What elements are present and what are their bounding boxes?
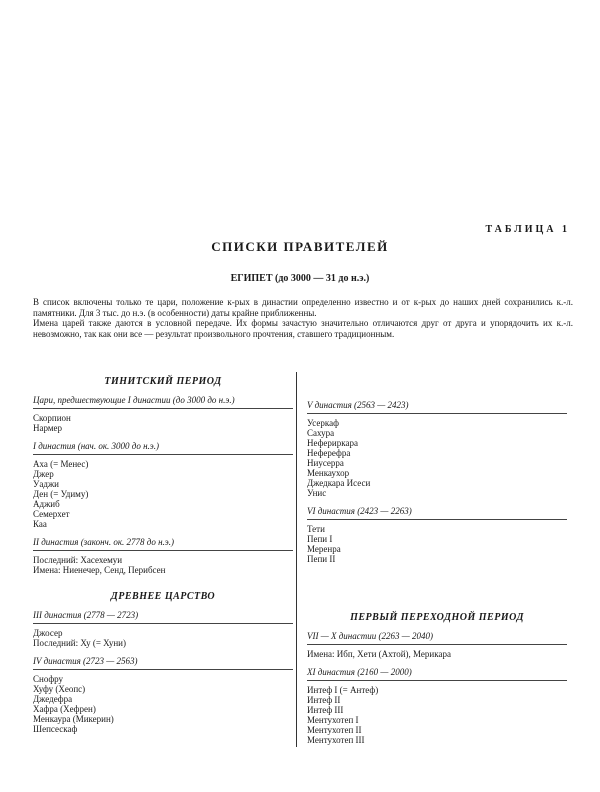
ruler-name: Джосер [33, 628, 63, 638]
dynasty-heading: VII — X династии (2263 — 2040) [307, 631, 433, 641]
ruler-list [307, 418, 567, 498]
ruler-name: Интеф II [307, 695, 341, 705]
dynasty-heading: II династия (законч. ок. 2778 до н.э.) [33, 537, 175, 547]
ruler-name: Последний: Ху (= Хуни) [33, 638, 126, 648]
ruler-name: Меренра [307, 544, 341, 554]
ruler-name: Ден (= Удиму) [33, 489, 89, 499]
ruler-name: Пепи I [307, 534, 333, 544]
ruler-name: Менкаура (Микерин) [33, 714, 114, 724]
ruler-name: Интеф III [307, 705, 344, 715]
ruler-name: Унис [307, 488, 327, 498]
ruler-name: Аха (= Менес) [33, 459, 89, 469]
divider-line [307, 519, 567, 520]
ruler-name: Хафра (Хефрен) [33, 704, 96, 714]
ruler-names: Имена: Ниенечер, Сенд, Перибсен [33, 565, 166, 575]
ruler-name: Пепи II [307, 554, 336, 564]
ruler-name: Нефериркара [307, 438, 358, 448]
column-divider [296, 372, 297, 747]
ruler-name: Шепсескаф [33, 724, 78, 734]
ruler-name: Интеф I (= Антеф) [307, 685, 379, 695]
ruler-list [33, 674, 293, 734]
divider-line [307, 644, 567, 645]
ruler-name: Сахура [307, 428, 335, 438]
period-title-thinite: ТИНИТСКИЙ ПЕРИОД [104, 376, 222, 387]
divider-line [33, 669, 293, 670]
ruler-name: Менкаухор [307, 468, 350, 478]
ruler-name: Тети [307, 524, 325, 534]
table-label: ТАБЛИЦА 1 [485, 224, 570, 235]
ruler-name: Каа [33, 519, 47, 529]
divider-line [33, 623, 293, 624]
ruler-last: Последний: Хасехемуи [33, 555, 123, 565]
ruler-name: Ментухотеп II [307, 725, 362, 735]
intro-text [33, 297, 573, 339]
divider-line [307, 413, 567, 414]
dynasty-heading: XI династия (2160 — 2000) [307, 667, 412, 677]
left-column [33, 376, 293, 742]
spacer [33, 583, 293, 591]
dynasty-heading: VI династия (2423 — 2263) [307, 506, 412, 516]
period-title-first-intermediate: ПЕРВЫЙ ПЕРЕХОДНОЙ ПЕРИОД [350, 612, 524, 623]
ruler-list [33, 459, 293, 529]
ruler-list [33, 413, 293, 433]
ruler-name: Скорпион [33, 413, 71, 423]
ruler-name: Снофру [33, 674, 64, 684]
intro-paragraph: Имена царей также даются в условной передаче. Их формы зачастую значительно отличаются друг от друга и упорядочить их к.-л. невозможно, так как они все — результат произвольного прочтения, ставшего традиционным. [33, 318, 573, 339]
dynasty-heading: Цари, предшествующие I династии (до 3000 до н.э.) [33, 395, 235, 405]
ruler-name: Аджиб [33, 499, 60, 509]
section-title: ЕГИПЕТ (до 3000 — 31 до н.э.) [230, 273, 370, 284]
ruler-name: Нармер [33, 423, 63, 433]
ruler-name: Хуфу (Хеопс) [33, 684, 86, 694]
intro-paragraph: В список включены только те цари, положение к-рых в династии определенно известно и от к-рых до наших дней сохранились к.-л. памятники. Для 3 тыс. до н.э. (в особенности) даты крайне приближенны. [33, 297, 573, 318]
ruler-name: Ментухотеп I [307, 715, 359, 725]
divider-line [33, 454, 293, 455]
divider-line [33, 550, 293, 551]
ruler-list [307, 685, 567, 745]
ruler-name: Джедефра [33, 694, 73, 704]
right-column [307, 376, 567, 753]
dynasty-heading: I династия (нач. ок. 3000 до н.э.) [33, 441, 160, 451]
ruler-name: Неферефра [307, 448, 351, 458]
ruler-name: Ниусерра [307, 458, 344, 468]
dynasty-heading: IV династия (2723 — 2563) [33, 656, 138, 666]
dynasty-heading: III династия (2778 — 2723) [33, 610, 139, 620]
ruler-name: Джер [33, 469, 54, 479]
ruler-names: Имена: Ибп, Хети (Ахтой), Мерикара [307, 649, 451, 659]
ruler-name: Ментухотеп III [307, 735, 365, 745]
ruler-name: Усеркаф [307, 418, 339, 428]
divider-line [33, 408, 293, 409]
period-title-old-kingdom: ДРЕВНЕЕ ЦАРСТВО [110, 591, 216, 602]
ruler-list [307, 524, 567, 564]
ruler-name: Семерхет [33, 509, 70, 519]
ruler-name: Джедкара Исеси [307, 478, 371, 488]
page-title: СПИСКИ ПРАВИТЕЛЕЙ [211, 239, 389, 254]
spacer [307, 572, 567, 612]
ruler-list [33, 628, 293, 648]
dynasty-heading: V династия (2563 — 2423) [307, 400, 409, 410]
divider-line [307, 680, 567, 681]
ruler-name: Уаджи [33, 479, 59, 489]
